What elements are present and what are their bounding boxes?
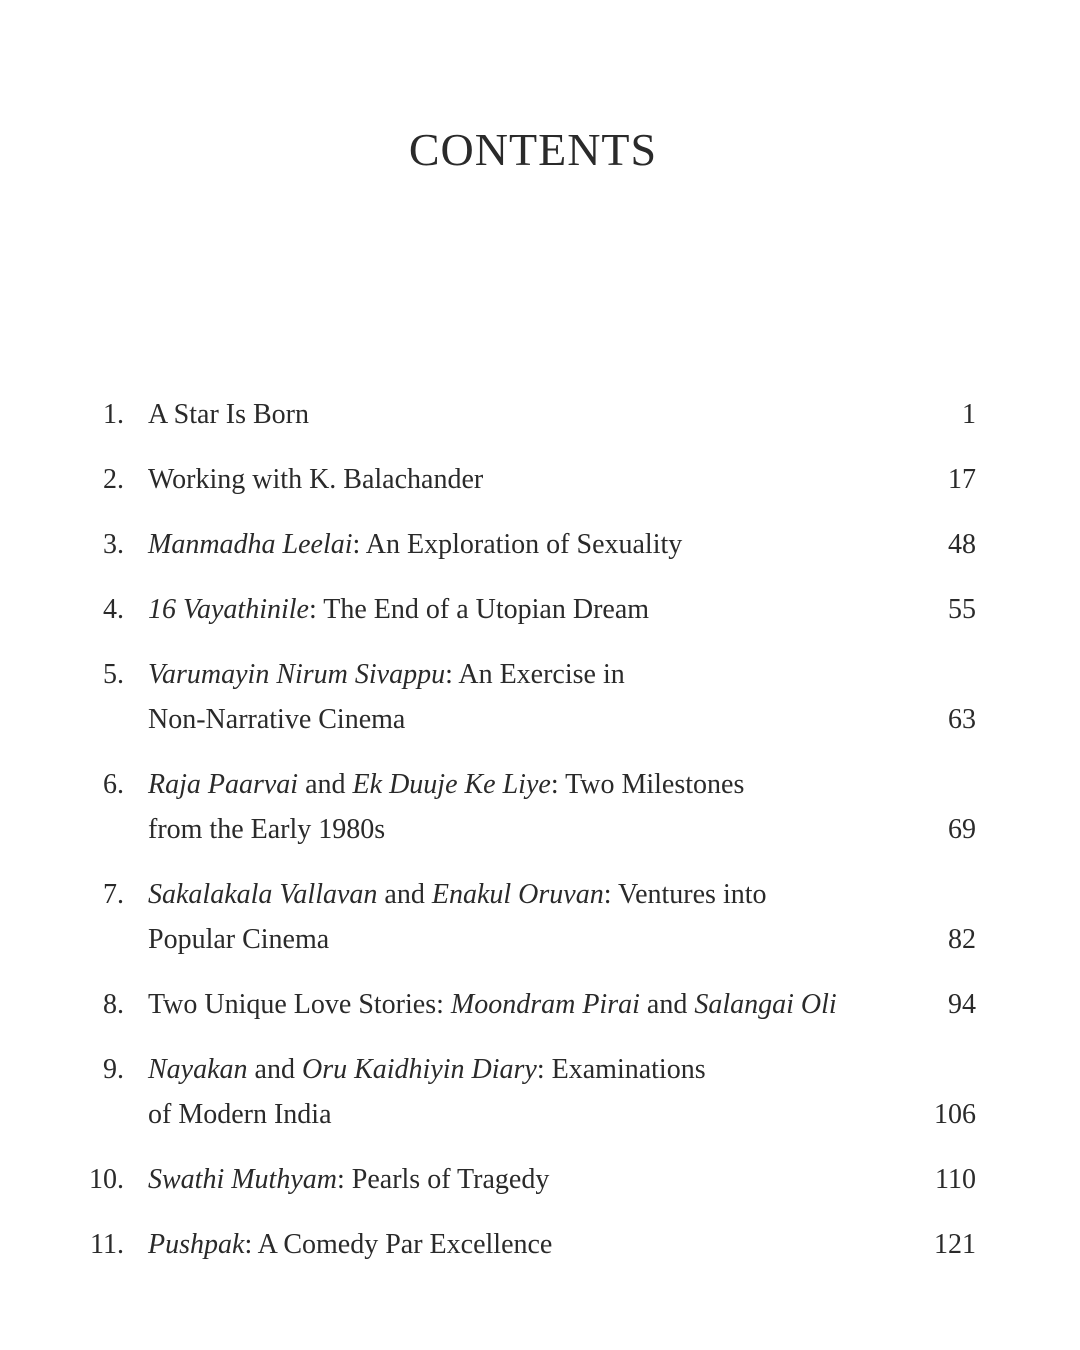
- chapter-title-line: [148, 1092, 908, 1137]
- chapter-number: 8.: [103, 989, 124, 1020]
- title-text: : The End of a Utopian Dream: [308, 594, 650, 625]
- title-text: : An Exploration of Sexuality: [352, 529, 683, 560]
- chapter-title-line: [148, 697, 908, 742]
- title-text: : A Comedy Par Excellence: [244, 1229, 553, 1260]
- chapter-title-line: [148, 1047, 908, 1092]
- chapter-title-line: [148, 1157, 908, 1202]
- chapter-title: [148, 522, 908, 567]
- film-title: Pushpak: [148, 1229, 245, 1260]
- toc-entry: [0, 457, 1080, 502]
- chapter-title: [148, 872, 908, 962]
- film-title: Oru Kaidhiyin Diary: [301, 1054, 537, 1085]
- chapter-title: [148, 1222, 908, 1267]
- film-title: Moondram Pirai: [450, 989, 640, 1020]
- chapter-number: 2.: [103, 464, 124, 495]
- page-number: 82: [948, 924, 976, 955]
- title-text: : Ventures into: [603, 879, 767, 910]
- toc-entry: [0, 587, 1080, 632]
- chapter-title: [148, 982, 908, 1027]
- title-text: : Two Milestones: [550, 769, 745, 800]
- chapter-title-line: [148, 807, 908, 852]
- chapter-title-line: [148, 522, 908, 567]
- chapter-number: 1.: [103, 399, 124, 430]
- film-title: Nayakan: [148, 1054, 248, 1085]
- chapter-title-line: [148, 652, 908, 697]
- title-text: and: [247, 1054, 302, 1085]
- title-text: Popular Cinema: [148, 924, 330, 955]
- chapter-title-line: [148, 457, 908, 502]
- toc-entry: [0, 1222, 1080, 1267]
- title-text: A Star Is Born: [148, 399, 309, 430]
- title-text: and: [377, 879, 432, 910]
- toc-entry: [0, 1157, 1080, 1202]
- chapter-title: [148, 392, 908, 437]
- film-title: Enakul Oruvan: [431, 879, 604, 910]
- chapter-title-line: [148, 917, 908, 962]
- title-text: : An Exercise in: [445, 659, 625, 690]
- chapter-title: [148, 1157, 908, 1202]
- chapter-title-line: [148, 392, 908, 437]
- toc-entry: [0, 652, 1080, 742]
- title-text: Two Unique Love Stories:: [148, 989, 451, 1020]
- page-number: 69: [948, 814, 976, 845]
- chapter-title: [148, 457, 908, 502]
- chapter-title: [148, 762, 908, 852]
- chapter-number: 11.: [90, 1229, 124, 1260]
- chapter-number: 3.: [103, 529, 124, 560]
- film-title: Raja Paarvai: [148, 769, 299, 800]
- film-title: Salangai Oli: [694, 989, 837, 1020]
- page-number: 48: [948, 529, 976, 560]
- chapter-number: 9.: [103, 1054, 124, 1085]
- chapter-title-line: [148, 1222, 908, 1267]
- title-text: from the Early 1980s: [148, 814, 386, 845]
- chapter-title: [148, 652, 908, 742]
- chapter-title-line: [148, 872, 908, 917]
- film-title: Ek Duuje Ke Liye: [352, 769, 551, 800]
- film-title: Sakalakala Vallavan: [148, 879, 378, 910]
- page-number: 94: [948, 989, 976, 1020]
- chapter-title: [148, 1047, 908, 1137]
- chapter-number: 4.: [103, 594, 124, 625]
- page-number: 110: [935, 1164, 976, 1195]
- film-title: Swathi Muthyam: [148, 1164, 337, 1195]
- chapter-number: 5.: [103, 659, 124, 690]
- title-text: and: [639, 989, 695, 1020]
- title-text: of Modern India: [148, 1099, 332, 1130]
- chapter-number: 10.: [89, 1164, 124, 1195]
- chapter-title-line: [148, 982, 908, 1027]
- chapter-number: 7.: [103, 879, 124, 910]
- title-text: Non-Narrative Cinema: [148, 704, 406, 735]
- chapter-title-line: [148, 587, 908, 632]
- toc-entry: [0, 392, 1080, 437]
- film-title: 16 Vayathinile: [148, 594, 309, 625]
- title-text: and: [298, 769, 353, 800]
- title-text: : Pearls of Tragedy: [337, 1164, 550, 1195]
- page-title: CONTENTS: [408, 124, 658, 175]
- toc-entry: [0, 522, 1080, 567]
- title-text: : Examinations: [536, 1054, 706, 1085]
- toc-entry: [0, 1047, 1080, 1137]
- page-number: 17: [948, 464, 976, 495]
- page-number: 121: [934, 1229, 976, 1260]
- page-number: 106: [934, 1099, 976, 1130]
- page-number: 55: [948, 594, 976, 625]
- film-title: Manmadha Leelai: [148, 529, 353, 560]
- table-of-contents: [0, 392, 1080, 1267]
- chapter-title-line: [148, 762, 908, 807]
- chapter-number: 6.: [103, 769, 124, 800]
- toc-entry: [0, 982, 1080, 1027]
- page-number: 1: [962, 399, 976, 430]
- film-title: Varumayin Nirum Sivappu: [148, 659, 446, 690]
- chapter-title: [148, 587, 908, 632]
- title-text: Working with K. Balachander: [148, 464, 484, 495]
- page-number: 63: [948, 704, 976, 735]
- toc-entry: [0, 762, 1080, 852]
- toc-entry: [0, 872, 1080, 962]
